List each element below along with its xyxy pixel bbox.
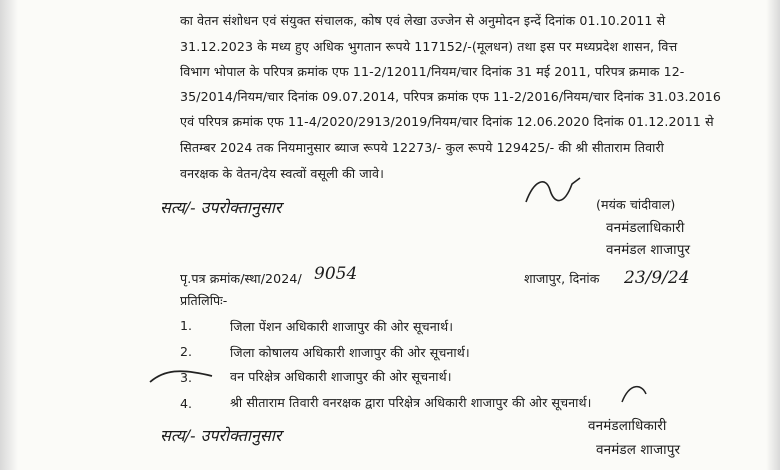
pen-mark-strike: [146, 362, 216, 388]
body-line: एवं परिपत्र क्रमांक एफ 11-4/2020/2913/2019/नियम/चार दिनांक 12.06.2020 दिनांक 01.12.2011 से: [180, 114, 714, 129]
memo-number-label: पृ.पत्र क्रमांक/स्था/2024/: [180, 271, 302, 286]
scan-shadow-left: [0, 0, 18, 470]
body-line: वनरक्षक के वेतन/देय स्वत्वों वसूली की जावे।: [180, 166, 384, 181]
body-line: सितम्बर 2024 तक नियमानुसार ब्याज रूपये 12273/- कुल रूपये 129425/- की श्री सीताराम तिवारी: [180, 140, 665, 155]
body-line: विभाग भोपाल के परिपत्र क्रमांक एफ 11-2/12011/नियम/चार दिनांक 31 मई 2011, परिपत्र क्रमाक 12-: [180, 64, 685, 79]
copy-item-text: जिला कोषालय अधिकारी शाजापुर की ओर सूचनार्थ।: [230, 345, 470, 360]
signature-scribble: [520, 172, 590, 212]
signatory-name: (मयंक चांदीवाल): [596, 197, 676, 212]
copy-item-text: श्री सीताराम तिवारी वनरक्षक द्वारा परिक्षेत्र अधिकारी शाजापुर की ओर सूचनार्थ।: [230, 395, 592, 410]
signatory-designation: वनमंडलाधिकारी: [606, 220, 685, 236]
handwritten-true-copy-note: सत्य/- उपरोक्तानुसार: [160, 426, 282, 445]
signatory-office: वनमंडल शाजापुर: [596, 442, 681, 458]
copy-item-number: 4.: [180, 396, 193, 411]
copy-item-number: 2.: [180, 344, 193, 359]
date-handwritten: 23/9/24: [624, 268, 690, 288]
body-line: 35/2014/नियम/चार दिनांक 09.07.2014, परिपत्र क्रमांक एफ 11-2/2016/नियम/चार दिनांक 31.03.2016: [180, 89, 722, 104]
copy-item-number: 1.: [180, 318, 193, 333]
copy-item-text: वन परिक्षेत्र अधिकारी शाजापुर की ओर सूचनार्थ।: [230, 369, 452, 384]
body-line: 31.12.2023 के मध्य हुए अधिक भुगतान रूपये 117152/-(मूलधन) तथा इस पर मध्यप्रदेश शासन, वित्त: [180, 39, 678, 54]
place-date-label: शाजापुर, दिनांक: [524, 271, 600, 286]
initial-scribble: [616, 378, 656, 412]
copy-item-text: जिला पेंशन अधिकारी शाजापुर की ओर सूचनार्थ।: [230, 319, 454, 334]
signatory-designation: वनमंडलाधिकारी: [588, 418, 667, 434]
memo-number-handwritten: 9054: [314, 264, 358, 284]
scan-shadow-right: [766, 0, 780, 470]
handwritten-true-copy-note: सत्य/- उपरोक्तानुसार: [160, 198, 282, 217]
copy-to-label: प्रतिलिपिः-: [180, 293, 228, 308]
signatory-office: वनमंडल शाजापुर: [606, 242, 691, 258]
copy-item-number: 3.: [180, 370, 193, 385]
body-line: का वेतन संशोधन एवं संयुक्त संचालक, कोष एवं लेखा उज्जेन से अनुमोदन इन्दें दिनांक 01.10.2011 से: [180, 13, 666, 28]
